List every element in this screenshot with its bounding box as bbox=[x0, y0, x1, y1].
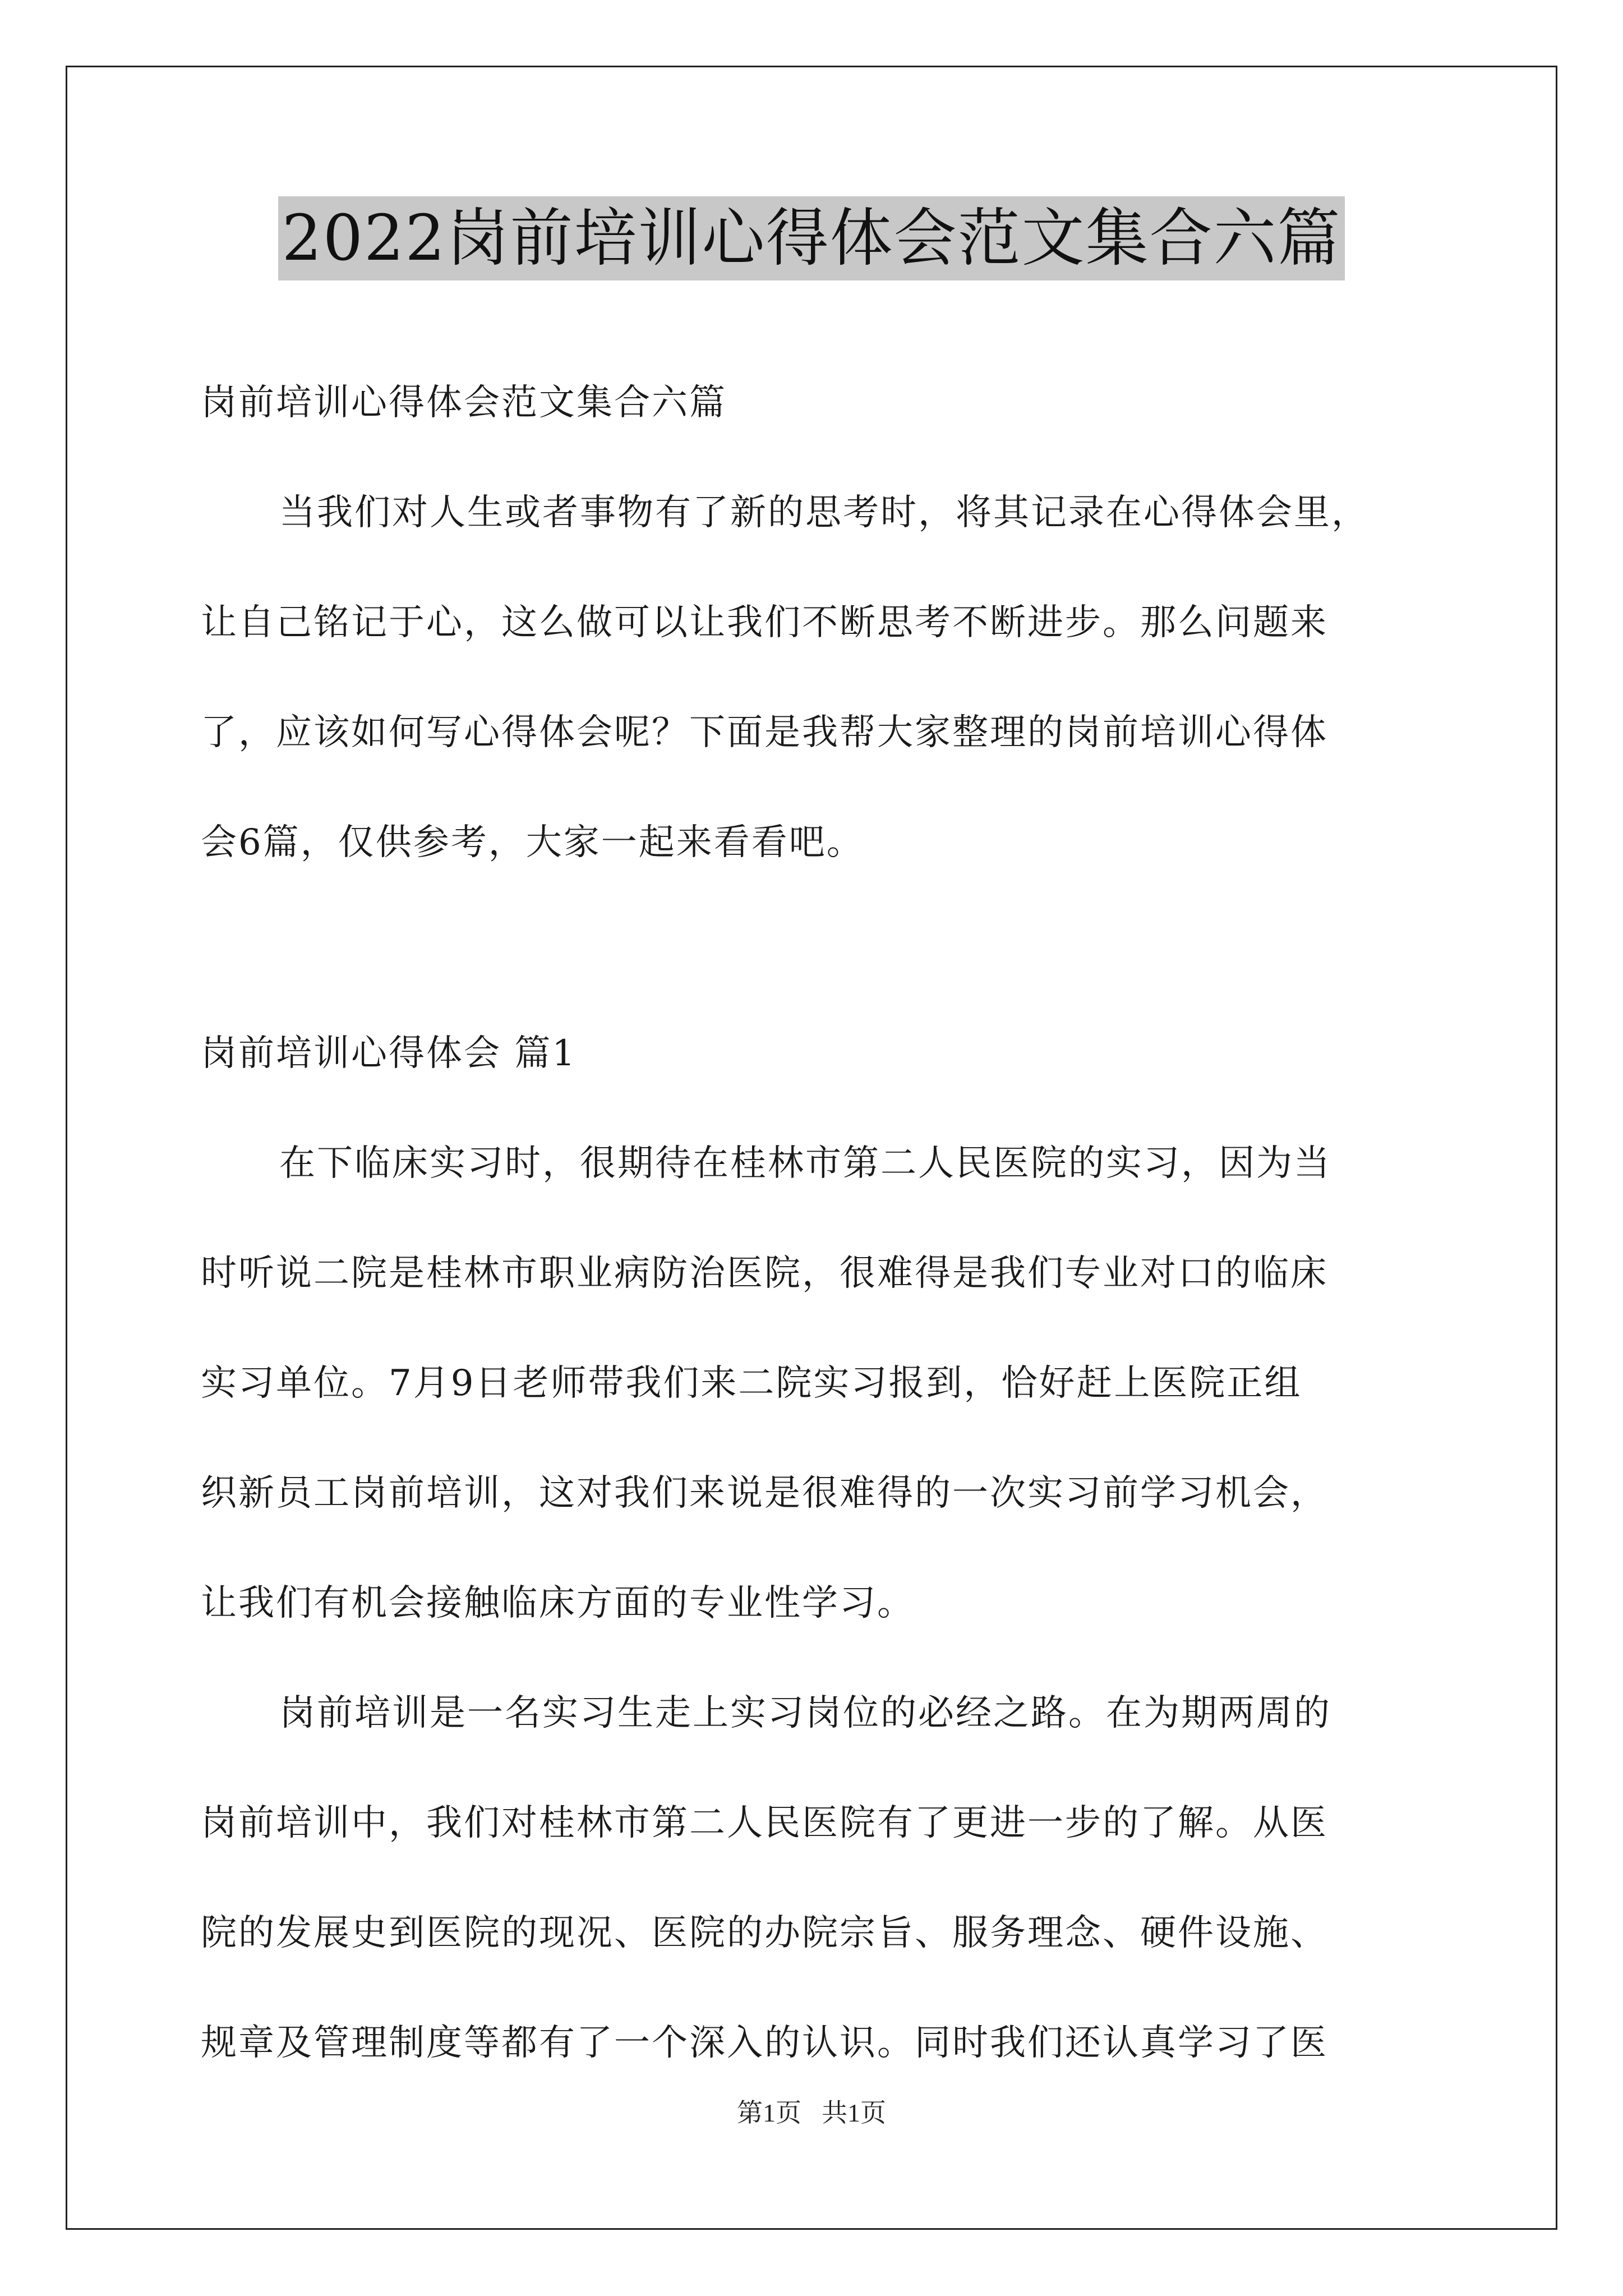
paragraph-line: 实习单位。7月9日老师带我们来二院实习报到，恰好赶上医院正组 bbox=[201, 1363, 1302, 1404]
section-heading: 岗前培训心得体会 篇1 bbox=[201, 1033, 577, 1074]
paragraph-line: 院的发展史到医院的现况、医院的办院宗旨、服务理念、硬件设施、 bbox=[201, 1912, 1328, 1954]
section-spacer bbox=[201, 898, 1440, 999]
document-body bbox=[201, 348, 1440, 2098]
page-total: 共1页 bbox=[822, 2099, 886, 2127]
intro-line: 让自己铭记于心，这么做可以让我们不断思考不断进步。那么问题来 bbox=[201, 602, 1328, 643]
paragraph-line: 织新员工岗前培训，这对我们来说是很难得的一次实习前学习机会， bbox=[201, 1473, 1328, 1514]
intro-line: 当我们对人生或者事物有了新的思考时，将其记录在心得体会里， bbox=[279, 492, 1369, 533]
intro-line: 了，应该如何写心得体会呢？下面是我帮大家整理的岗前培训心得体 bbox=[201, 712, 1328, 753]
paragraph-line: 规章及管理制度等都有了一个深入的认识。同时我们还认真学习了医 bbox=[201, 2022, 1328, 2064]
paragraph-line: 让我们有机会接触临床方面的专业性学习。 bbox=[201, 1582, 915, 1624]
paragraph-line: 在下临床实习时，很期待在桂林市第二人民医院的实习，因为当 bbox=[279, 1143, 1331, 1184]
intro-line: 会6篇，仅供参考，大家一起来看看吧。 bbox=[201, 822, 864, 863]
paragraph-line: 岗前培训是一名实习生走上实习岗位的必经之路。在为期两周的 bbox=[279, 1692, 1331, 1734]
title-container bbox=[0, 196, 1623, 280]
page-number: 第1页 bbox=[737, 2099, 801, 2127]
paragraph-line: 岗前培训中，我们对桂林市第二人民医院有了更进一步的了解。从医 bbox=[201, 1802, 1328, 1844]
paragraph-line: 时听说二院是桂林市职业病防治医院，很难得是我们专业对口的临床 bbox=[201, 1253, 1328, 1294]
page-footer bbox=[0, 2092, 1623, 2129]
document-title: 2022岗前培训心得体会范文集合六篇 bbox=[278, 196, 1344, 280]
intro-heading: 岗前培训心得体会范文集合六篇 bbox=[201, 382, 727, 424]
